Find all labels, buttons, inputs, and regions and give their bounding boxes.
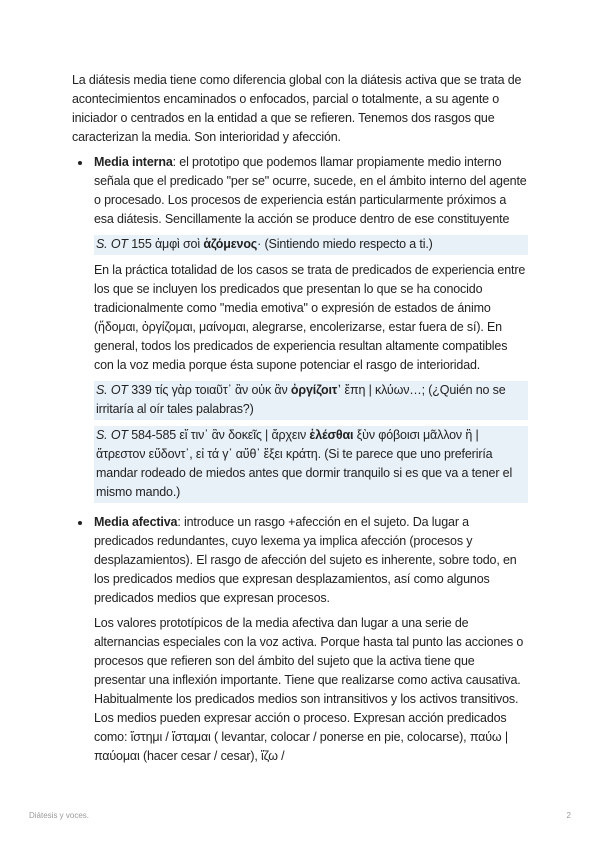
example-greek-highlight: ὀργίζοιτ᾽ [290,383,342,397]
example-ref: S. OT [96,237,128,251]
page-body [72,71,528,766]
example-ref: S. OT [96,428,128,442]
afectiva-paragraph: Los valores prototípicos de la media afectiva dan lugar a una serie de alternancias especiales con la voz activa. Porque hasta tal punto las acciones o procesos que refieren son del ámbito del sujeto que la activa tiene que presentar una inflexión importante. Tiene que realizarse como activa causativa. Habitualmente los predicados medios son intransitivos y los activos transitivos. Los medios pueden expresar acción o proceso. Expresan acción predicados como: ἵστημι / ἵσταμαι ( levantar, colocar / ponerse en pie, colocarse), παύω | παύομαι (hacer cesar / cesar), ἵζω / [94,616,524,763]
example-greek: 584-585 εἴ τιν᾽ ἂν δοκεῖς | ἄρχειν [127,428,310,442]
example-ot-584 [94,426,528,503]
intro-paragraph: La diátesis media tiene como diferencia global con la diátesis activa que se trata de acontecimientos encaminados o enfocados, parcial o totalmente, a su agente o iniciador o centrados en la entidad a que se refieren. Tenemos dos rasgos que caracterizan la media. Son interioridad y afección. [72,73,522,144]
media-afectiva-text: : introduce un rasgo +afección en el sujeto. Da lugar a predicados redundantes, cuyo lexema ya implica afección (procesos y desplazamientos). El rasgo de afección del sujeto es inherente, sobre todo, en los predicados medios que expresan desplazamientos, así como algunos predicados medios que expresan procesos. [94,515,517,605]
example-ref: S. OT [96,383,128,397]
example-translation: ξὺν φόβοισι μᾶλλον ἢ | ἄτρεστον εὕδοντ᾽, εἰ τά γ᾽ αὔθ᾽ ἕξει κράτη. (Si te parece que uno preferiría mandar rodeado de miedos antes que dormir tranquilo si es que va a tener el mismo mando.) [96,428,513,499]
term-media-afectiva: Media afectiva [94,515,178,529]
experience-paragraph: En la práctica totalidad de los casos se trata de predicados de experiencia entre los que se incluyen los predicados que presentan lo que se ha conocido tradicionalmente como "media emotiva" o expresión de estados de ánimo (ἥδομαι, ὀργίζομαι, μαίνομαι, alegrarse, encolerizarse, estar fuera de sí). En general, todos los predicados de experiencia resultan altamente compatibles con la voz media porque ésta supone potenciar el rasgo de interioridad. [94,263,526,372]
example-greek: 155 ἀμφὶ σοὶ [127,237,204,251]
footer-title: Diátesis y voces. [29,811,90,820]
example-translation: · (Sintiendo miedo respecto a ti.) [257,237,433,251]
example-greek-highlight: ἑλέσθαι [309,428,354,442]
media-interna-text: : el prototipo que podemos llamar propiamente medio interno señala que el predicado "per se" ocurre, sucede, en el ámbito interno del agente o procesado. Los procesos de experiencia están particularmente próximos a esa diátesis. Sencillamente la acción se produce dentro de ese constituyente [94,155,527,226]
example-greek-highlight: ἁζόμενος [203,237,258,251]
page-number: 2 [566,811,571,820]
bullet-list [72,153,528,766]
list-item-media-interna [72,153,528,503]
media-interna-definition [94,153,528,229]
example-ot-339 [94,381,528,420]
example-ot-155 [94,235,528,255]
list-item-media-afectiva [72,513,528,766]
term-media-interna: Media interna [94,155,173,169]
example-greek: 339 τίς γὰρ τοιαῦτ᾽ ἂν οὐκ ἂν [127,383,291,397]
example-translation: ἔπη | κλύων…; (¿Quién no se irritaría al oír tales palabras?) [96,383,506,416]
media-afectiva-definition [94,513,528,608]
